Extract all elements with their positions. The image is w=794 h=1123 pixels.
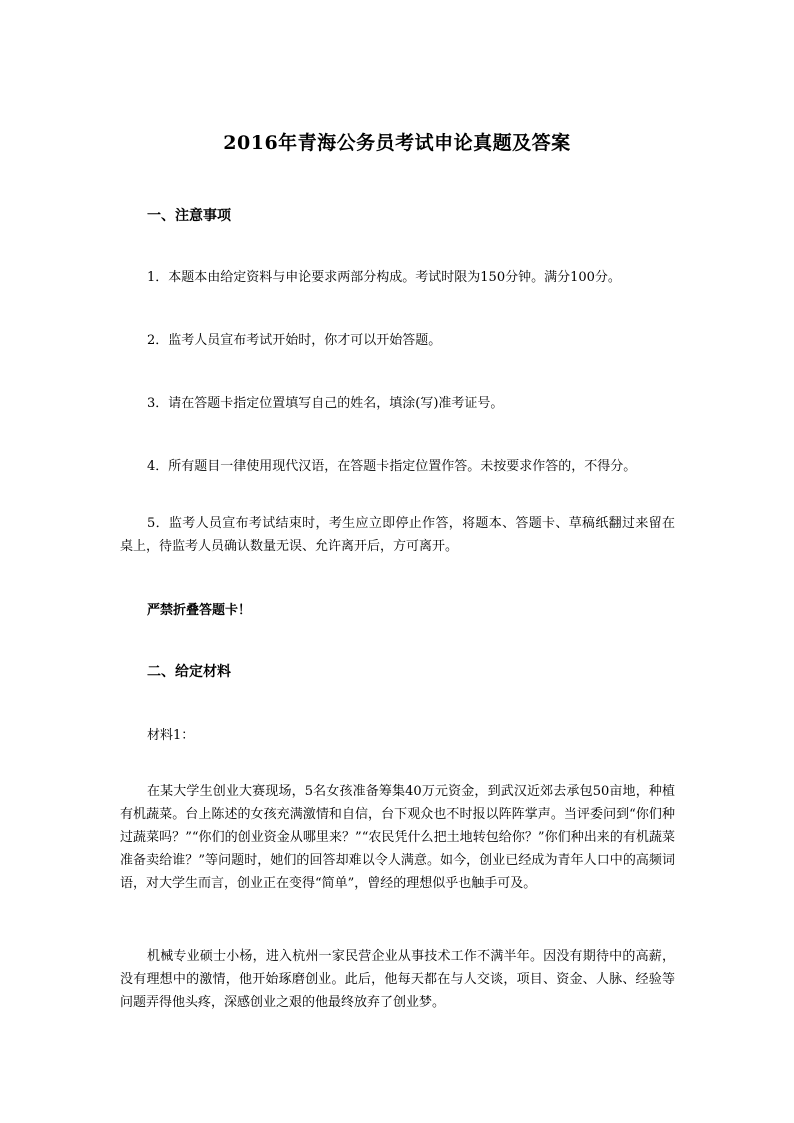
material-paragraph-1: 在某大学生创业大赛现场，5名女孩准备筹集40万元资金，到武汉近郊去承包50亩地，种植有机蔬菜。台上陈述的女孩充满激情和自信，台下观众也不时报以阵阵掌声。当评委问到“你们种过蔬菜吗？”“你们的创业资金从哪里来？”“农民凭什么把土地转包给你？”你们种出来的有机蔬菜准备卖给谁？”等问题时，她们的回答却难以令人满意。如今，创业已经成为青年人口中的高频词语，对大学生而言，创业正在变得“简单”，曾经的理想似乎也触手可及。 <box>120 784 675 891</box>
note-item-5: 5．监考人员宣布考试结束时，考生应立即停止作答，将题本、答题卡、草稿纸翻过来留在桌上，待监考人员确认数量无误、允许离开后，方可离开。 <box>120 516 675 554</box>
section-heading-notes: 一、注意事项 <box>147 208 231 224</box>
note-item-4: 4．所有题目一律使用现代汉语，在答题卡指定位置作答。未按要求作答的，不得分。 <box>147 459 637 474</box>
section-heading-materials: 二、给定材料 <box>147 664 231 680</box>
material-paragraph-2: 机械专业硕士小杨，进入杭州一家民营企业从事技术工作不满半年。因没有期待中的高薪，没有理想中的激情，他开始琢磨创业。此后，他每天都在与人交谈，项目、资金、人脉、经验等问题弄得他头疼，深感创业之艰的他最终放弃了创业梦。 <box>120 949 675 1010</box>
note-item-2: 2．监考人员宣布考试开始时，你才可以开始答题。 <box>147 333 442 348</box>
warning-text: 严禁折叠答题卡！ <box>147 603 252 618</box>
note-item-3: 3．请在答题卡指定位置填写自己的姓名，填涂(写)准考证号。 <box>147 396 504 411</box>
material-label: 材料1： <box>147 728 195 743</box>
note-item-1: 1．本题本由给定资料与申论要求两部分构成。考试时限为150分钟。满分100分。 <box>147 270 621 285</box>
document-title: 2016年青海公务员考试申论真题及答案 <box>223 132 571 154</box>
